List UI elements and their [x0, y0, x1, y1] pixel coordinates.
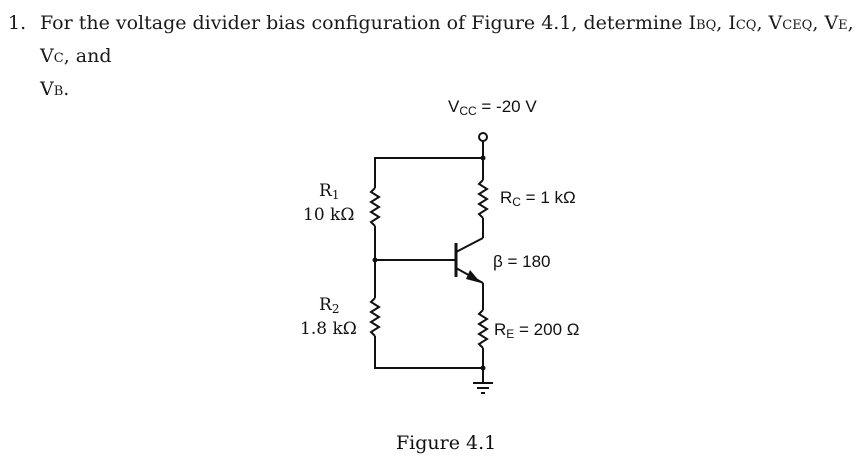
- r2-label: R2: [319, 295, 340, 316]
- rc-resistor: [479, 180, 487, 218]
- wire-bottom-rail: [375, 336, 483, 368]
- r1-resistor: [371, 188, 379, 226]
- re-resistor: [479, 310, 487, 348]
- figure-caption: Figure 4.1: [396, 432, 497, 454]
- r2-resistor: [371, 298, 379, 336]
- vcc-label: VCC = -20 V: [448, 97, 537, 118]
- question-number: 1.: [8, 12, 27, 34]
- vcc-terminal: [479, 133, 487, 141]
- wire-top-rail: [375, 158, 483, 188]
- r1-value: 10 kΩ: [303, 205, 355, 225]
- question-text: For the voltage divider bias configuration of Figure 4.1, determine IBQ, ICQ, VCEQ, VE, VC, and VB.: [40, 12, 854, 100]
- r1-label: R1: [319, 181, 340, 202]
- re-label: RE = 200 Ω: [494, 320, 580, 341]
- ground-icon: [473, 383, 493, 393]
- r2-value: 1.8 kΩ: [300, 319, 357, 339]
- rc-label: RC = 1 kΩ: [500, 188, 576, 209]
- transistor-collector-lead: [456, 238, 483, 252]
- beta-label: β = 180: [493, 252, 551, 271]
- emitter-arrow-icon: [466, 270, 481, 283]
